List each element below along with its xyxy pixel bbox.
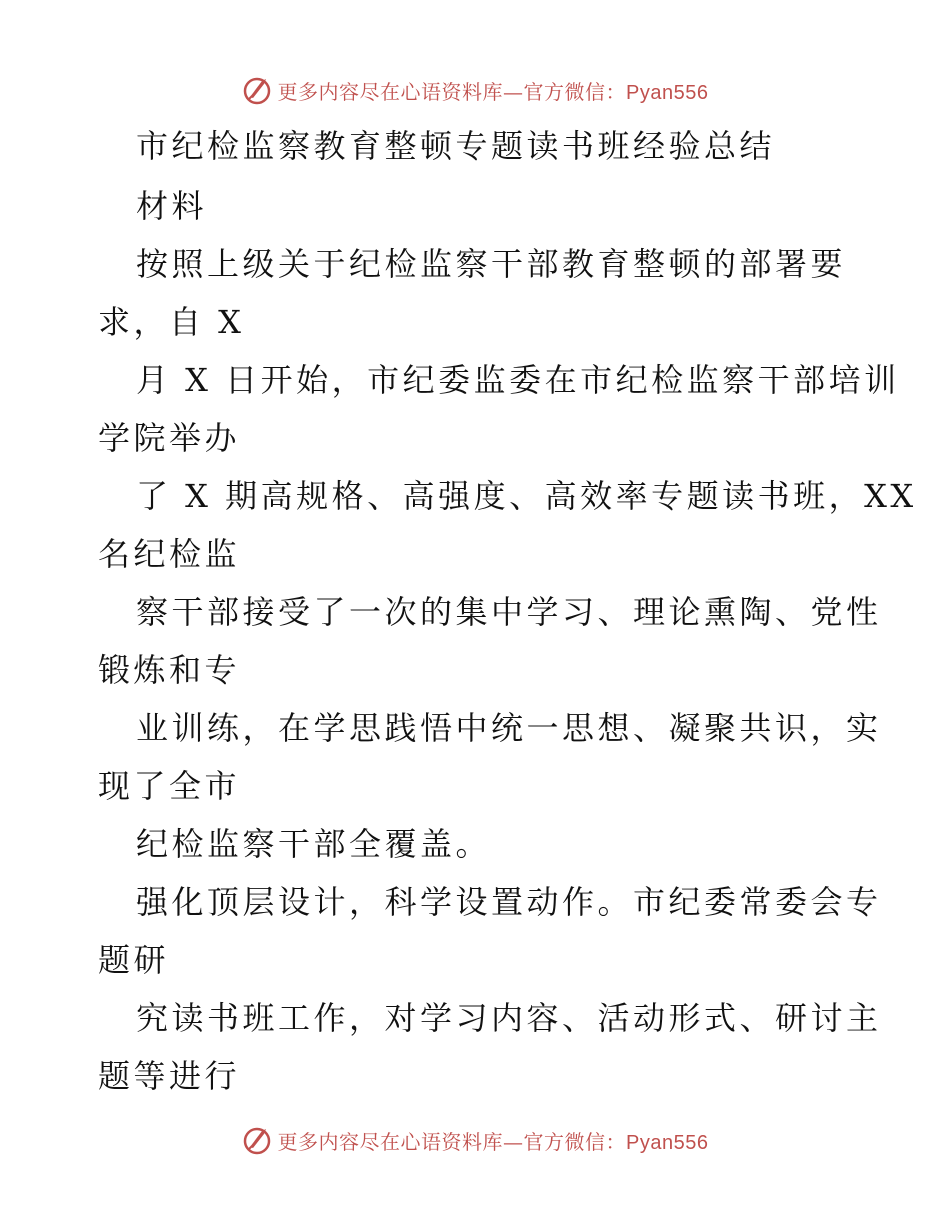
paragraph-line: 察干部接受了一次的集中学习、理论熏陶、党性 [136, 593, 882, 631]
banner-text: 更多内容尽在心语资料库—官方微信： [277, 79, 627, 104]
paragraph-line: 现了全市 [98, 767, 241, 805]
quill-logo-icon [242, 1125, 272, 1155]
paragraph-line: 了 X 期高规格、高强度、高效率专题读书班，XX [136, 477, 917, 515]
paragraph-line: 强化顶层设计，科学设置动作。市纪委常委会专 [136, 883, 882, 921]
document-title-line-1: 市纪检监察教育整顿专题读书班经验总结 [136, 127, 776, 165]
paragraph-line: 锻炼和专 [98, 651, 241, 689]
paragraph-line: 学院举办 [98, 419, 241, 457]
banner-text: 更多内容尽在心语资料库—官方微信： [277, 1129, 627, 1154]
document-title-line-2: 材料 [136, 187, 208, 225]
paragraph-line: 求，自 X [98, 303, 245, 341]
banner-wechat-id: Pyan556 [626, 1131, 709, 1154]
paragraph-line: 题等进行 [98, 1057, 241, 1095]
footer-banner [0, 1120, 950, 1160]
paragraph-line: 纪检监察干部全覆盖。 [136, 825, 492, 863]
banner-wechat-id: Pyan556 [626, 81, 709, 104]
paragraph-line: 月 X 日开始，市纪委监委在市纪检监察干部培训 [136, 361, 900, 399]
paragraph-line: 业训练，在学思践悟中统一思想、凝聚共识，实 [136, 709, 882, 747]
paragraph-line: 究读书班工作，对学习内容、活动形式、研讨主 [136, 999, 882, 1037]
paragraph-line: 按照上级关于纪检监察干部教育整顿的部署要 [136, 245, 847, 283]
paragraph-line: 题研 [98, 941, 170, 979]
paragraph-line: 名纪检监 [98, 535, 241, 573]
